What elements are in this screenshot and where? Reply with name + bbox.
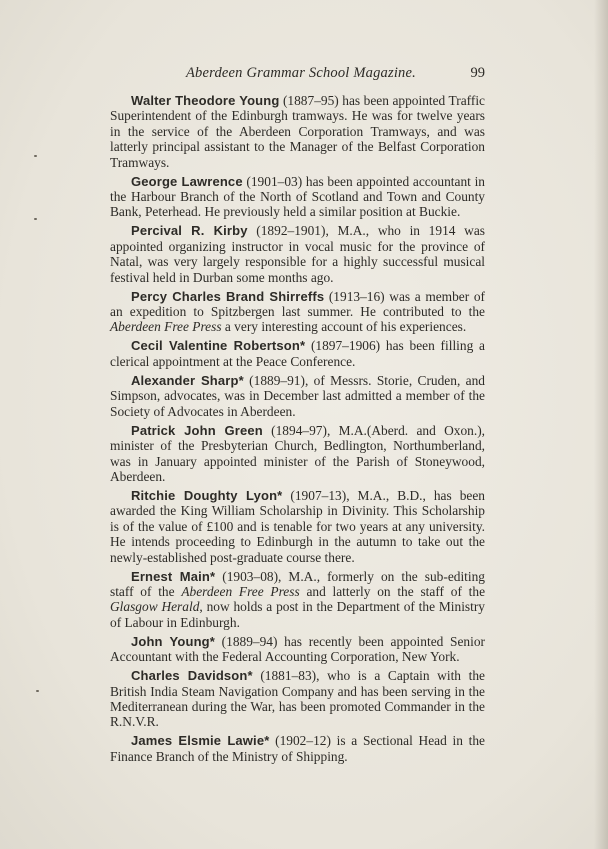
entry-james-lawie: [110, 733, 485, 764]
entry-alexander-sharp: [110, 373, 485, 419]
entry-text: (1892–1901), M.A., who in 1914 was appointed organizing instructor in vocal music for the province of Natal, was very largely responsible for a highly successful musical festival held in Durban some months ago.: [110, 223, 485, 285]
entry-name: Charles Davidson*: [131, 668, 253, 684]
entry-john-young: [110, 634, 485, 665]
entry-name: Percy Charles Brand Shirreffs: [131, 288, 325, 304]
entry-text: (1907–13), M.A., B.D., has been awarded the King William Scholarship in Divinity. This Scholarship is of the value of £100 and is tenable for two years at any university. He intends proceeding to Edinburgh in the autumn to take out the newly-established post-graduate course there.: [110, 487, 485, 565]
entry-name: George Lawrence: [131, 173, 243, 189]
entry-charles-davidson: [110, 668, 485, 730]
entry-name: Walter Theodore Young: [131, 93, 280, 108]
entry-ritchie-lyon: [110, 488, 485, 565]
entry-text: (1889–94) has recently been appointed Senior Accountant with the Federal Accounting Corporation, New York.: [110, 633, 485, 665]
entry-patrick-green: [110, 423, 485, 485]
entry-name: Ritchie Doughty Lyon*: [131, 487, 283, 503]
entry-ernest-main: [110, 569, 485, 631]
entry-walter-theodore-young: [110, 93, 485, 170]
publication-title: Aberdeen Free Press: [110, 319, 222, 335]
page-number: 99: [470, 65, 485, 81]
margin-speck: [36, 690, 39, 692]
entry-text: (1881–83), who is a Captain with the British India Steam Navigation Company and has been serving in the Mediterranean during the War, has been promoted Commander in the R.N.V.R.: [110, 668, 485, 730]
running-title: Aberdeen Grammar School Magazine.: [186, 65, 416, 81]
entry-text: (1902–12) is a Sectional Head in the Finance Branch of the Ministry of Shipping.: [110, 733, 485, 764]
entry-text: (1913–16) was a member of an expedition to Spitzbergen last summer. He contributed to the: [110, 288, 485, 320]
entry-text: , now holds a post in the Department of the Ministry of Labour in Edinburgh.: [110, 599, 485, 630]
entry-text: a very interesting account of his experiences.: [221, 319, 467, 335]
entry-name: James Elsmie Lawie*: [131, 733, 270, 749]
entry-percival-kirby: [110, 223, 485, 285]
entry-text: (1894–97), M.A.(Aberd. and Oxon.), minister of the Presbyterian Church, Bedlington, Northumberland, was in January appointed minister of the Parish of Stoneywood, Aberdeen.: [110, 422, 485, 484]
entry-name: Ernest Main*: [131, 568, 216, 584]
entry-text: (1903–08), M.A., formerly on the sub-editing staff of the: [110, 568, 486, 599]
entry-cecil-robertson: [110, 338, 485, 369]
entry-text: (1887–95) has been appointed Traffic Superintendent of the Edinburgh tramways. He was for twelve years in the service of the Aberdeen Corporation Tramways, and was latterly principal assistant to the Manager of the Belfast Corporation Tramways.: [110, 93, 485, 170]
margin-speck: [34, 218, 37, 220]
margin-speck: [34, 155, 37, 157]
page-edge-shadow: [594, 0, 608, 849]
entry-text: and latterly on the staff of the: [299, 583, 486, 599]
page-header: [110, 65, 485, 85]
entry-text: (1897–1906) has been filling a clerical appointment at the Peace Conference.: [110, 338, 485, 369]
publication-title: Glasgow Herald: [110, 599, 200, 615]
entry-george-lawrence: [110, 174, 485, 220]
entry-name: Percival R. Kirby: [131, 223, 248, 239]
news-entries: [110, 93, 485, 768]
publication-title: Aberdeen Free Press: [181, 583, 300, 599]
entry-name: John Young*: [131, 633, 215, 649]
entry-text: (1901–03) has been appointed accountant in the Harbour Branch of the North of Scotland and Town and County Bank, Peterhead. He previously held a similar position at Buckie.: [110, 173, 485, 220]
entry-name: Cecil Valentine Robertson*: [131, 338, 306, 354]
entry-percy-shirreffs: [110, 289, 485, 335]
entry-text: (1889–91), of Messrs. Storie, Cruden, and Simpson, advocates, was in December last admitted a member of the Society of Advocates in Aberdeen.: [110, 372, 485, 419]
entry-name: Patrick John Green: [131, 422, 263, 438]
entry-name: Alexander Sharp*: [131, 372, 244, 388]
